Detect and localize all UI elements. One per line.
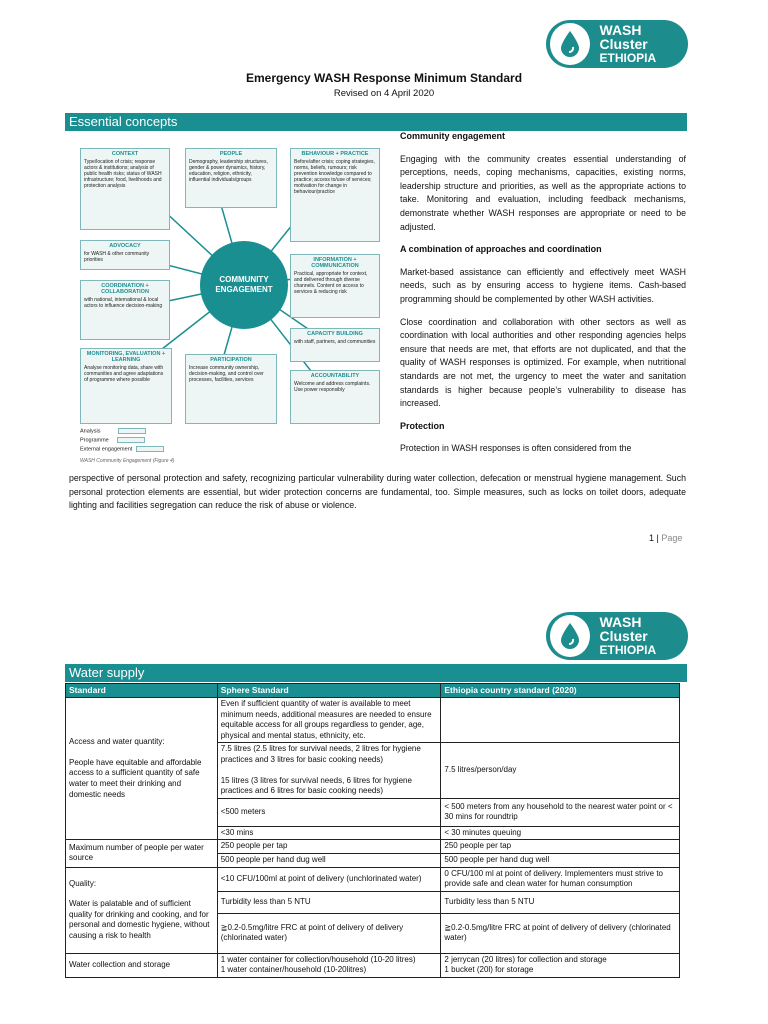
max-people-standard-cell: Maximum number of people per water source xyxy=(66,840,218,867)
behaviour-text: Before/after crisis; coping strategies, norms, beliefs, rumours; risk prevention knowledge compared to practice; access to/use of services; motivation for change in behaviour/practice xyxy=(294,159,375,195)
page-number-value: 1 xyxy=(649,533,655,543)
table-cell: ≧0.2-0.5mg/litre FRC at point of delivery of delivery (chlorinated water) xyxy=(217,913,441,953)
participation-title: PARTICIPATION xyxy=(210,357,252,363)
quantity-full: 15 litres (3 litres for survival needs, 6 litres for hygiene practices and 6 litres for basic cooking needs) xyxy=(220,775,412,796)
figure-caption: WASH Community Engagement (Figure 4) xyxy=(80,458,175,464)
legend-analysis xyxy=(80,428,146,434)
table-cell: < 500 meters from any household to the nearest water point or < 30 mins for roundtrip xyxy=(441,798,680,826)
storage-bucket: 1 bucket (20l) for storage xyxy=(444,965,534,975)
wash-cluster-logo-page2 xyxy=(546,612,688,660)
behaviour-title: BEHAVIOUR + PRACTICE xyxy=(301,151,369,157)
table-cell: 0 CFU/100 ml at point of delivery. Implementers must strive to provide safe and clean water for human consumption xyxy=(441,867,680,891)
heading-combination: A combination of approaches and coordination xyxy=(400,244,602,255)
table-cell: Turbidity less than 5 NTU xyxy=(217,891,441,913)
coordination-title: COORDINATION + COLLABORATION xyxy=(101,283,149,295)
page-number xyxy=(649,533,682,543)
paragraph-community: Engaging with the community creates essential understanding of perceptions, needs, coping mechanisms, capacities, existing norms, leadership structure and priorities, as well as the appropriate actions to take. Monitoring and evaluation, including feedback mechanisms, demonstrate whether WASH responses are appropriate or need to be adjusted. xyxy=(400,153,686,232)
table-cell xyxy=(441,953,680,977)
accountability-text: Welcome and address complaints. Use power responsibly xyxy=(294,381,371,393)
capacity-title: CAPACITY BUILDING xyxy=(307,331,363,337)
accountability-box xyxy=(290,370,380,424)
heading-community-engagement: Community engagement xyxy=(400,131,506,141)
access-standard-cell xyxy=(66,698,218,840)
monitoring-text: Analyse monitoring data, share with communities and agree adaptations of programme where possible xyxy=(84,365,164,383)
access-title: Access and water quantity: xyxy=(69,737,165,747)
paragraph-protection-continued: perspective of personal protection and safety, recognizing particular vulnerability during water collection, defecation or menstrual hygiene management. Such personal protection elements are essential, but wider protection concerns are fundamental, too. Simple measures, such as locks on toilet doors, adequate lighting and facilities segregation can reduce the risk of abuse or violence. xyxy=(69,473,686,511)
context-title: CONTEXT xyxy=(111,151,139,157)
behaviour-box xyxy=(290,148,380,242)
people-box xyxy=(185,148,277,208)
table-row xyxy=(66,867,680,891)
paragraph-protection-start: Protection in WASH responses is often considered from the xyxy=(400,443,632,454)
information-box xyxy=(290,254,380,318)
access-description: People have equitable and affordable access to a sufficient quantity of safe water to meet their drinking and domestic needs xyxy=(69,757,202,799)
table-cell: 250 people per tap xyxy=(441,840,680,854)
participation-box xyxy=(185,354,277,424)
community-engagement-diagram xyxy=(80,144,380,469)
monitoring-title: MONITORING, EVALUATION + LEARNING xyxy=(86,351,166,363)
heading-protection: Protection xyxy=(400,420,445,431)
table-cell: 7.5 litres/person/day xyxy=(441,743,680,798)
table-row xyxy=(66,840,680,854)
table-cell: <30 mins xyxy=(217,826,441,840)
storage-container: 1 water container/household (10-20litres) xyxy=(220,965,367,975)
people-title: PEOPLE xyxy=(219,151,243,157)
collection-container: 1 water container for collection/household (10-20 litres) xyxy=(220,954,416,964)
paragraph-coordination: Close coordination and collaboration with other sectors as well as coordination with local authorities and other responding agencies helps ensure that needs are met, that efforts are not duplicated, and that the quality of WASH responses is optimized. For example, when nutritional standards are not met, the urgency to meet the water and sanitation standards is higher because people’s vulnerability to disease has increased. xyxy=(400,316,686,409)
community-engagement-text xyxy=(400,130,686,456)
advocacy-box xyxy=(80,240,170,270)
quality-standard-cell xyxy=(66,867,218,953)
advocacy-text: for WASH & other community priorities xyxy=(84,251,150,263)
coordination-box xyxy=(80,280,170,340)
quality-description: Water is palatable and of sufficient quality for drinking and cooking, and for personal and domestic hygiene, without causing a risk to health xyxy=(69,899,210,941)
coordination-text: with national, international & local actors to influence decision-making xyxy=(84,297,163,309)
table-row xyxy=(66,953,680,977)
table-cell xyxy=(441,698,680,743)
table-cell xyxy=(217,953,441,977)
document-title: Emergency WASH Response Minimum Standard xyxy=(245,71,523,85)
page-number-sep: | xyxy=(654,533,662,543)
table-cell: 500 people per hand dug well xyxy=(441,853,680,867)
wash-cluster-logo xyxy=(546,20,688,68)
logo-title: WASH Cluster xyxy=(599,614,648,644)
table-cell: <500 meters xyxy=(217,798,441,826)
water-drop-icon xyxy=(550,23,590,65)
participation-text: Increase community ownership, decision-making, and control over processes, facilities, services xyxy=(189,365,264,383)
table-cell: 250 people per tap xyxy=(217,840,441,854)
legend-analysis-label: Analysis xyxy=(80,428,101,435)
collection-standard-cell: Water collection and storage xyxy=(66,953,218,977)
header-ethiopia: Ethiopia country standard (2020) xyxy=(441,684,680,698)
table-cell: Even if sufficient quantity of water is available to meet minimum needs, additional measures are needed to ensure equitable access for all groups regardless to gender, age, physical and mental status, ethnicity, etc. xyxy=(217,698,441,743)
collection-jerrycan: 2 jerrycan (20 litres) for collection and storage xyxy=(444,954,607,964)
accountability-title: ACCOUNTABILITY xyxy=(310,373,360,379)
water-drop-icon xyxy=(550,615,590,657)
people-text: Demography, leadership structures, gender & power dynamics, history, education, religion, ethnicity, influential individuals/groups xyxy=(189,159,268,183)
header-standard: Standard xyxy=(66,684,218,698)
section-header-essential-concepts: Essential concepts xyxy=(65,113,687,131)
advocacy-title: ADVOCACY xyxy=(109,243,141,249)
quality-title: Quality: xyxy=(69,878,97,888)
revision-date: Revised on 4 April 2020 xyxy=(333,88,435,99)
table-cell xyxy=(217,743,441,798)
header-sphere: Sphere Standard xyxy=(217,684,441,698)
table-cell: ≧0.2-0.5mg/litre FRC at point of delivery of delivery (chlorinated water) xyxy=(441,913,680,953)
logo-title: WASH Cluster xyxy=(599,22,648,52)
quantity-survival: 7.5 litres (2.5 litres for survival needs, 2 litres for hygiene practices and 3 litres for basic cooking needs) xyxy=(220,744,421,764)
context-text: Type/location of crisis; response actors & institutions; analysis of public health risks; status of WASH infrastructure; food, livelihoods and protection analysis xyxy=(84,159,162,189)
legend-programme xyxy=(80,437,145,443)
table-cell: < 30 minutes queuing xyxy=(441,826,680,840)
section-header-water-supply: Water supply xyxy=(65,664,687,682)
table-cell: Turbidity less than 5 NTU xyxy=(441,891,680,913)
legend-programme-label: Programme xyxy=(80,437,109,444)
monitoring-box xyxy=(80,348,172,424)
page-label: Page xyxy=(661,533,683,543)
table-row xyxy=(66,698,680,743)
capacity-text: with staff, partners, and communities xyxy=(294,339,376,345)
paragraph-market: Market-based assistance can efficiently and effectively meet WASH needs, such as by ensuring access to hygiene items. Cash-based programming should be complemented by other WASH activities. xyxy=(400,266,686,304)
community-engagement-hub: COMMUNITY ENGAGEMENT xyxy=(200,241,288,329)
context-box xyxy=(80,148,170,230)
legend-external xyxy=(80,446,164,452)
capacity-box xyxy=(290,328,380,362)
logo-subtitle: ETHIOPIA xyxy=(599,51,657,65)
water-supply-table xyxy=(65,683,680,978)
information-text: Practical, appropriate for context, and delivered through diverse channels. Content on access to services & reducing risk xyxy=(294,271,368,295)
legend-external-label: External engagement xyxy=(80,446,133,453)
table-cell: <10 CFU/100ml at point of delivery (unchlorinated water) xyxy=(217,867,441,891)
table-header-row xyxy=(66,684,680,698)
table-cell: 500 people per hand dug well xyxy=(217,853,441,867)
information-title: INFORMATION + COMMUNICATION xyxy=(311,257,359,269)
logo-subtitle: ETHIOPIA xyxy=(599,643,657,657)
